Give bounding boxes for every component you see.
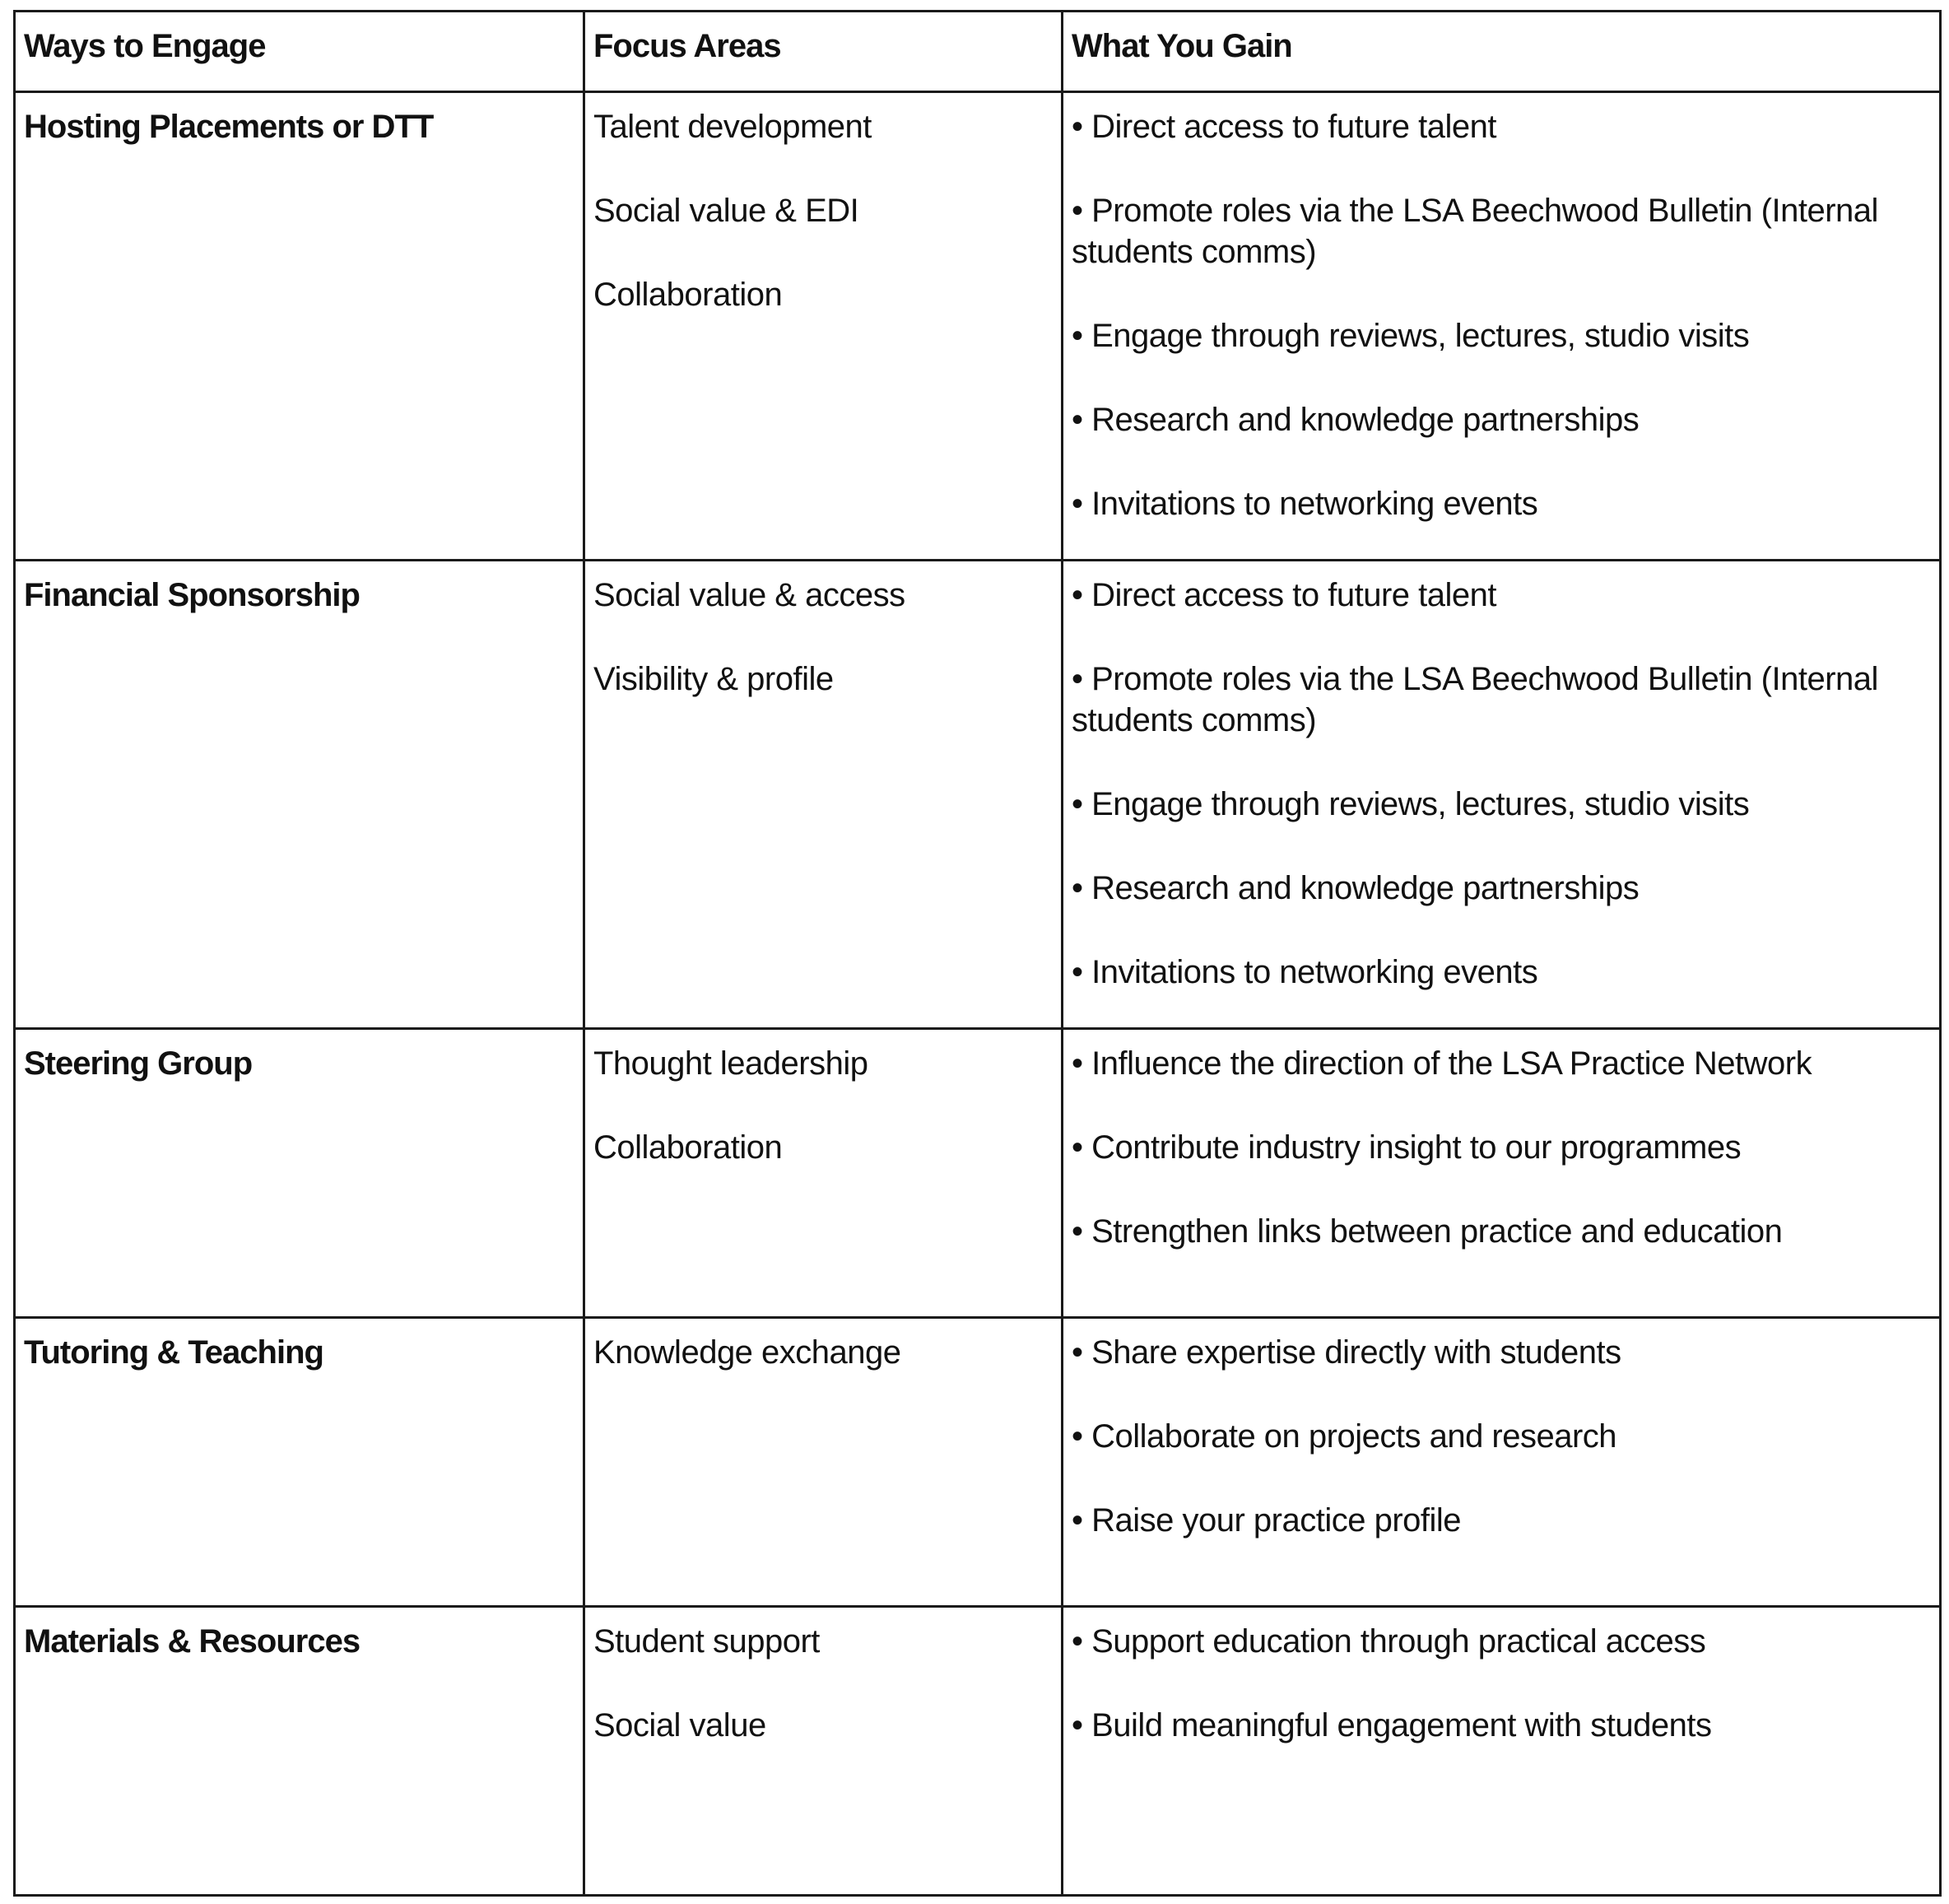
gain-item: • Promote roles via the LSA Beechwood Bulletin (Internal students comms) [1072,661,1878,738]
gain-item: • Share expertise directly with students [1072,1334,1621,1371]
gains-cell [1063,1318,1941,1607]
table-row [15,92,1941,561]
focus-item: Collaboration [593,1129,783,1166]
table-row [15,1318,1941,1607]
gain-item: • Strengthen links between practice and education [1072,1213,1783,1250]
gain-item: • Engage through reviews, lectures, studio visits [1072,786,1750,822]
focus-item: Talent development [593,109,872,145]
gain-item: • Direct access to future talent [1072,577,1497,613]
gains-cell [1063,1607,1941,1896]
engagement-table [13,10,1942,1897]
gains-cell [1063,1029,1941,1318]
focus-item: Visibility & profile [593,661,834,697]
header-ways-to-engage: Ways to Engage [15,12,584,92]
gain-item: • Invitations to networking events [1072,954,1538,990]
gain-item: • Build meaningful engagement with students [1072,1707,1712,1743]
gain-item: • Support education through practical access [1072,1623,1706,1660]
focus-item: Social value & EDI [593,193,859,229]
gains-cell [1063,561,1941,1029]
focus-item: Social value [593,1707,766,1743]
gain-item: • Collaborate on projects and research [1072,1418,1617,1455]
gain-item: • Engage through reviews, lectures, studio visits [1072,318,1750,354]
gain-item: • Research and knowledge partnerships [1072,870,1640,906]
focus-item: Social value & access [593,577,905,613]
focus-cell [584,1318,1063,1607]
way-cell: Hosting Placements or DTT [15,92,584,561]
gain-item: • Raise your practice profile [1072,1502,1462,1539]
focus-cell [584,1029,1063,1318]
gains-cell [1063,92,1941,561]
focus-item: Knowledge exchange [593,1334,901,1371]
focus-cell [584,561,1063,1029]
way-cell: Financial Sponsorship [15,561,584,1029]
table-row [15,1029,1941,1318]
header-what-you-gain: What You Gain [1063,12,1941,92]
gain-item: • Contribute industry insight to our programmes [1072,1129,1742,1166]
focus-item: Thought leadership [593,1045,868,1082]
way-cell: Steering Group [15,1029,584,1318]
focus-cell [584,1607,1063,1896]
table-header [15,12,1941,92]
table-body [15,92,1941,1896]
gain-item: • Invitations to networking events [1072,486,1538,522]
focus-item: Student support [593,1623,820,1660]
way-cell: Materials & Resources [15,1607,584,1896]
gain-item: • Influence the direction of the LSA Practice Network [1072,1045,1812,1082]
focus-item: Collaboration [593,277,783,313]
header-focus-areas: Focus Areas [584,12,1063,92]
table-row [15,561,1941,1029]
header-row [15,12,1941,92]
focus-cell [584,92,1063,561]
table-row [15,1607,1941,1896]
gain-item: • Research and knowledge partnerships [1072,402,1640,438]
gain-item: • Promote roles via the LSA Beechwood Bulletin (Internal students comms) [1072,193,1878,270]
gain-item: • Direct access to future talent [1072,109,1497,145]
way-cell: Tutoring & Teaching [15,1318,584,1607]
